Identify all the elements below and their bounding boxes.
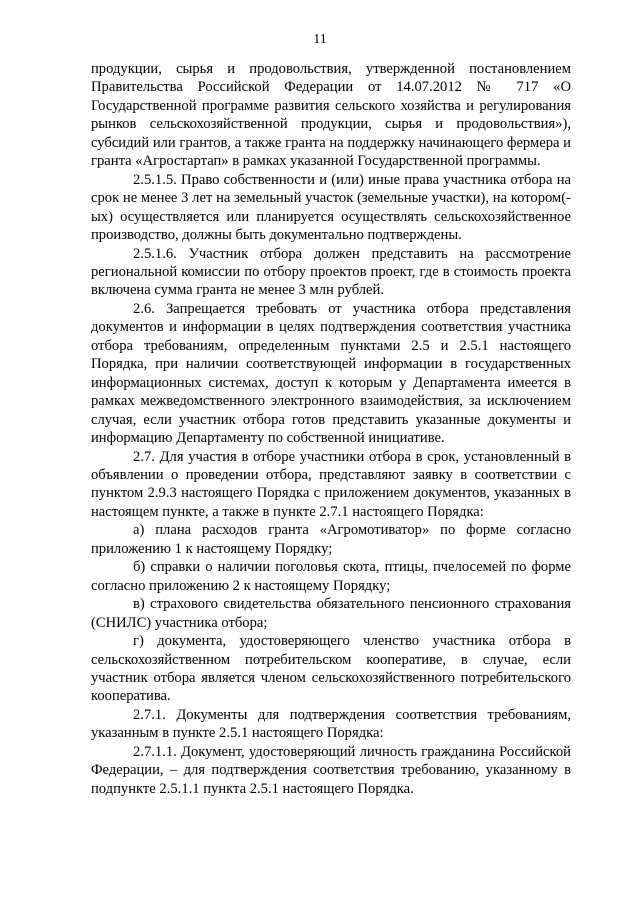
paragraph-2-6: 2.6. Запрещается требовать от участника отбора представления документов и информации в целях подтверждения соответствия участника отбора требованиям, определенным пунктами 2.5 и 2.5.1 настоящего Порядка, при наличии соответствующей информации в государственных информационных системах, доступ к которым у Департамента имеется в рамках межведомственного электронного взаимодействия, за исключением случая, если участник отбора готов представить указанные документы и информацию Департаменту по собственной инициативе. xyxy=(91,300,571,447)
paragraph-continuation: продукции, сырья и продовольствия, утвержденной постановлением Правительства Российской Федерации от 14.07.2012 № 717 «О Государственной программе развития сельского хозяйства и регулирования рынков сельскохозяйственной продукции, сырья и продовольствия»), субсидий или грантов, а также гранта на поддержку начинающего фермера и гранта «Агростартап» в рамках указанной Государственной программы. xyxy=(91,61,571,170)
paragraph-2-7-1-1: 2.7.1.1. Документ, удостоверяющий личность гражданина Российской Федерации, – для подтверждения соответствия требованию, указанному в подпункте 2.5.1.1 пункта 2.5.1 настоящего Порядка. xyxy=(91,743,571,797)
list-item-b: б) справки о наличии поголовья скота, птицы, пчелосемей по форме согласно приложению 2 к настоящему Порядку; xyxy=(91,559,571,594)
paragraph-2-5-1-5: 2.5.1.5. Право собственности и (или) иные права участника отбора на срок не менее 3 лет на земельный участок (земельные участки), на котором(-ых) осуществляется или планируется осуществлять сельскохозяйственное производство, должны быть документально подтверждены. xyxy=(91,171,571,244)
document-body xyxy=(91,60,571,798)
list-item-v: в) страхового свидетельства обязательного пенсионного страхования (СНИЛС) участника отбора; xyxy=(91,596,571,631)
paragraph-2-5-1-6: 2.5.1.6. Участник отбора должен представить на рассмотрение региональной комиссии по отбору проектов проект, где в стоимость проекта включена сумма гранта не менее 3 млн рублей. xyxy=(91,245,571,299)
page-number: 11 xyxy=(313,32,327,47)
paragraph-2-7-1: 2.7.1. Документы для подтверждения соответствия требованиям, указанным в пункте 2.5.1 настоящего Порядка: xyxy=(91,706,571,742)
list-item-g: г) документа, удостоверяющего членство участника отбора в сельскохозяйственном потребительском кооперативе, в случае, если участник отбора является членом сельскохозяйственного потребительского кооператива. xyxy=(91,633,571,705)
list-item-a: а) плана расходов гранта «Агромотиватор» по форме согласно приложению 1 к настоящему Порядку; xyxy=(91,522,571,557)
paragraph-2-7: 2.7. Для участия в отборе участники отбора в срок, установленный в объявлении о проведении отбора, представляют заявку в соответствии с пунктом 2.9.3 настоящего Порядка с приложением документов, указанных в настоящем пункте, а также в пункте 2.7.1 настоящего Порядка: xyxy=(91,448,571,520)
